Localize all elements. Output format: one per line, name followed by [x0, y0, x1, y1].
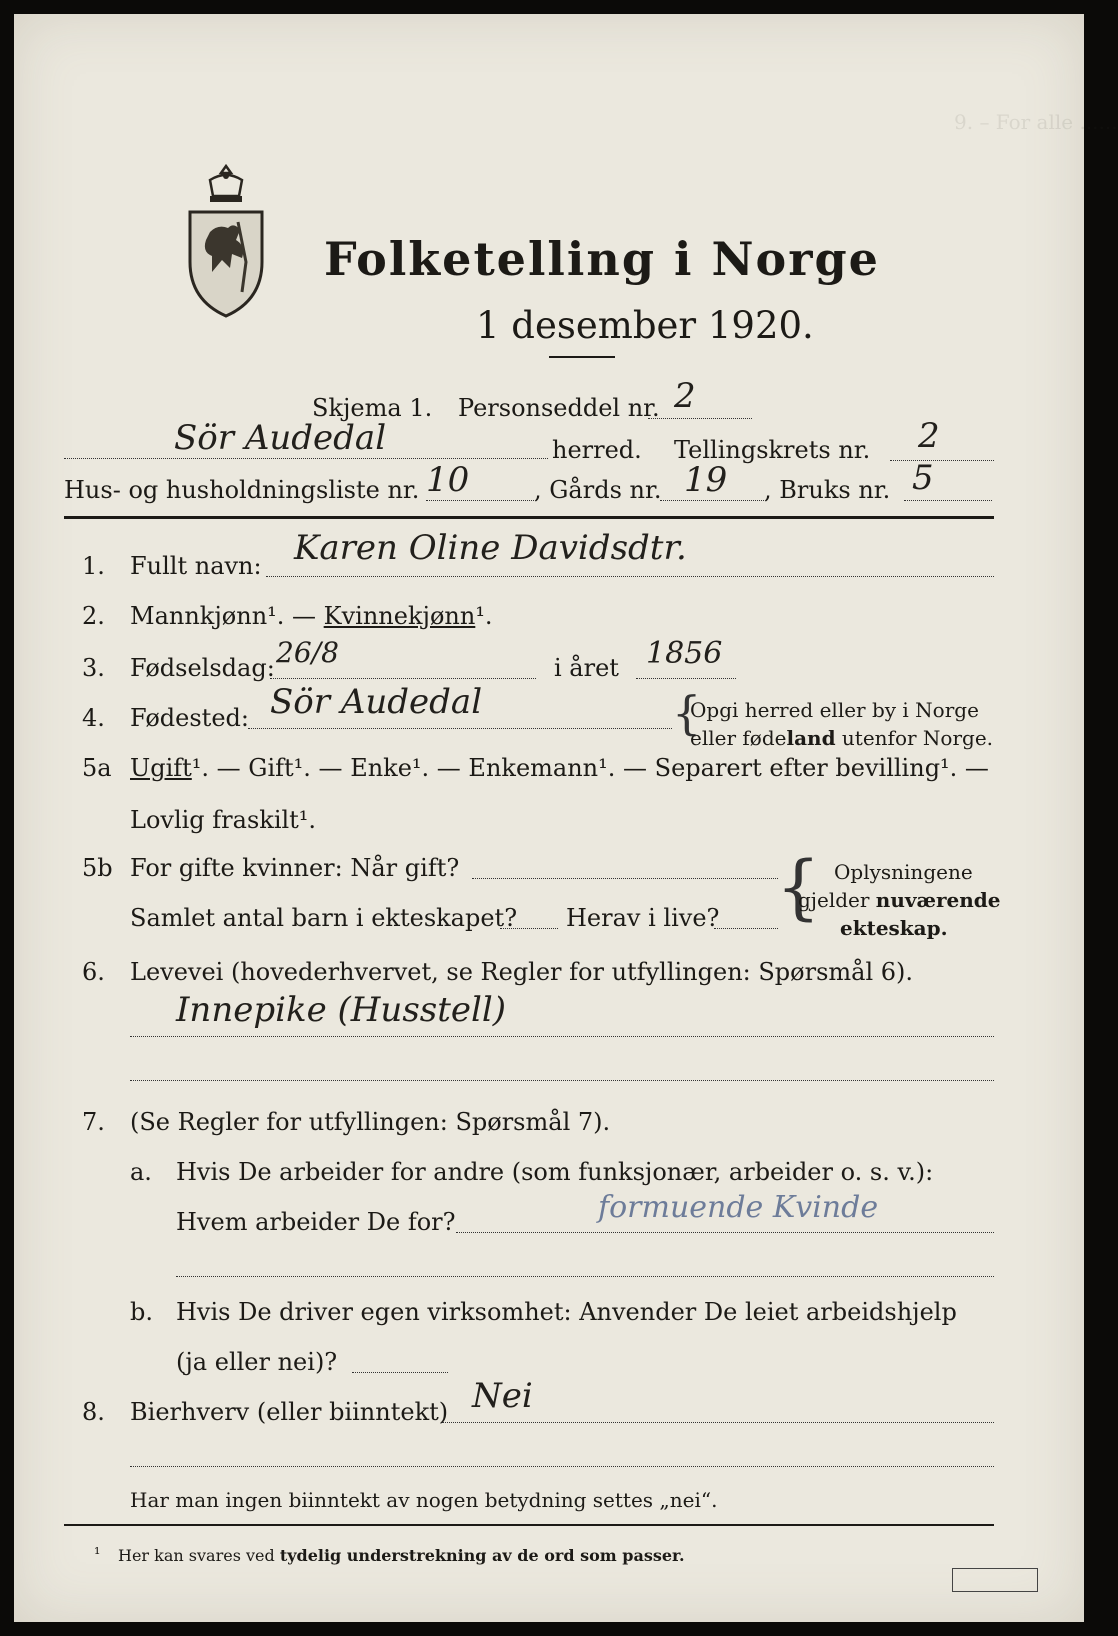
- q5b-note-1: Oplysningene: [834, 860, 973, 884]
- q7a-line2: Hvem arbeider De for?: [176, 1208, 456, 1236]
- q3-year-value[interactable]: 1856: [646, 636, 723, 671]
- q7a-field-line-2: [176, 1276, 994, 1277]
- q6-number: 6.: [82, 958, 105, 986]
- q1-number: 1.: [82, 552, 105, 580]
- q3-label: Fødselsdag:: [130, 654, 275, 682]
- q7b-letter: b.: [130, 1298, 153, 1326]
- q7-number: 7.: [82, 1108, 105, 1136]
- tellingskrets-label: Tellingskrets nr.: [674, 436, 871, 464]
- herred-field-line: [64, 458, 548, 459]
- q8-field-line-1: [442, 1422, 994, 1423]
- footer-divider: [64, 1524, 994, 1526]
- q7a-letter: a.: [130, 1158, 152, 1186]
- q4-value[interactable]: Sör Audedal: [270, 682, 483, 722]
- gards-label: , Gårds nr.: [534, 476, 662, 504]
- tellingskrets-field-line: [890, 460, 994, 461]
- q5b-note-3: ekteskap.: [840, 916, 948, 940]
- hus-value[interactable]: 10: [426, 460, 470, 500]
- q4-field-line: [248, 728, 672, 729]
- q6-value[interactable]: Innepike (Husstell): [176, 990, 507, 1030]
- q5a-other-options[interactable]: ¹. — Gift¹. — Enke¹. — Enkemann¹. — Separert efter bevilling¹. —: [191, 754, 989, 782]
- header-divider: [64, 516, 994, 519]
- q3-number: 3.: [82, 654, 105, 682]
- q4-label: Fødested:: [130, 704, 249, 732]
- q4-brace: {: [672, 686, 702, 740]
- q3-year-field-line: [636, 678, 736, 679]
- q4-number: 4.: [82, 704, 105, 732]
- q8-number: 8.: [82, 1398, 105, 1426]
- q2-male-option[interactable]: Mannkjønn¹. —: [130, 602, 317, 630]
- q5b-alive-field-line: [714, 928, 778, 929]
- hus-label: Hus- og husholdningsliste nr.: [64, 476, 420, 504]
- gards-value[interactable]: 19: [684, 460, 728, 500]
- q5b-line1: For gifte kvinner: Når gift?: [130, 854, 460, 882]
- q8-field-line-2: [130, 1466, 994, 1467]
- q7b-field-line: [352, 1372, 448, 1373]
- q6-field-line-1: [130, 1036, 994, 1037]
- census-form-page: [14, 14, 1118, 1622]
- q8-label: Bierhverv (eller biinntekt): [130, 1398, 449, 1426]
- q7b-line1: Hvis De driver egen virksomhet: Anvender De leiet arbeidshjelp: [176, 1298, 957, 1326]
- q2-options: [130, 602, 493, 630]
- q7a-line1: Hvis De arbeider for andre (som funksjonær, arbeider o. s. v.):: [176, 1158, 934, 1186]
- q7a-value[interactable]: formuende Kvinde: [598, 1190, 879, 1225]
- footnote-text: Her kan svares ved tydelig understrekning av de ord som passer.: [118, 1546, 685, 1565]
- q5b-married-field-line: [472, 878, 778, 879]
- q5a-ugift-option[interactable]: Ugift: [130, 754, 192, 782]
- q5a-line2[interactable]: Lovlig fraskilt¹.: [130, 806, 317, 834]
- coat-of-arms-icon: [180, 162, 272, 322]
- personseddel-field-line: [648, 418, 752, 419]
- personseddel-label: Personseddel nr.: [458, 394, 660, 422]
- q6-field-line-2: [130, 1080, 994, 1081]
- q7a-field-line-1: [456, 1232, 994, 1233]
- herred-label: herred.: [552, 436, 642, 464]
- title-divider: [549, 356, 615, 358]
- q1-value[interactable]: Karen Oline Davidsdtr.: [294, 528, 687, 568]
- tellingskrets-value[interactable]: 2: [918, 416, 940, 456]
- q6-label: Levevei (hovederhvervet, se Regler for utfyllingen: Spørsmål 6).: [130, 958, 914, 986]
- q7-label: (Se Regler for utfyllingen: Spørsmål 7).: [130, 1108, 611, 1136]
- q5b-brace: {: [776, 846, 821, 928]
- q2-number: 2.: [82, 602, 105, 630]
- skjema-label: Skjema 1.: [312, 394, 433, 422]
- q4-note-2: eller fødeland utenfor Norge.: [690, 726, 994, 750]
- q5b-children-field-line: [500, 928, 558, 929]
- footnote-number: ¹: [94, 1544, 101, 1563]
- q1-label: Fullt navn:: [130, 552, 262, 580]
- form-date: 1 desember 1920.: [476, 304, 814, 347]
- q3-day-field-line: [270, 678, 536, 679]
- q4-note-1: Opgi herred eller by i Norge: [690, 698, 979, 722]
- hus-field-line: [426, 500, 534, 501]
- printer-stamp: [952, 1568, 1038, 1592]
- bruks-value[interactable]: 5: [912, 458, 934, 498]
- q5b-note-2: gjelder nuværende: [798, 888, 1001, 912]
- q5a-number: 5a: [82, 754, 112, 782]
- q7b-line2: (ja eller nei)?: [176, 1348, 338, 1376]
- q5b-line2a: Samlet antal barn i ekteskapet?: [130, 904, 518, 932]
- gards-field-line: [660, 500, 764, 501]
- q5b-line2b: Herav i live?: [566, 904, 720, 932]
- bruks-label: , Bruks nr.: [764, 476, 891, 504]
- q8-value[interactable]: Nei: [472, 1376, 533, 1416]
- q1-field-line: [266, 576, 994, 577]
- q2-sup: ¹.: [475, 602, 493, 630]
- herred-value[interactable]: Sör Audedal: [174, 418, 387, 458]
- q5b-number: 5b: [82, 854, 113, 882]
- form-title: Folketelling i Norge: [324, 232, 880, 286]
- q3-value[interactable]: 26/8: [276, 636, 339, 669]
- bruks-field-line: [904, 500, 992, 501]
- q5a-options: [130, 754, 989, 782]
- q3-year-label: i året: [554, 654, 619, 682]
- q2-female-option[interactable]: Kvinnekjønn: [323, 602, 476, 630]
- personseddel-value[interactable]: 2: [674, 376, 696, 416]
- bleed-through-text: 9. – For alle ......: [954, 110, 1118, 134]
- footer-note: Har man ingen biinntekt av nogen betydning settes „nei“.: [130, 1488, 718, 1512]
